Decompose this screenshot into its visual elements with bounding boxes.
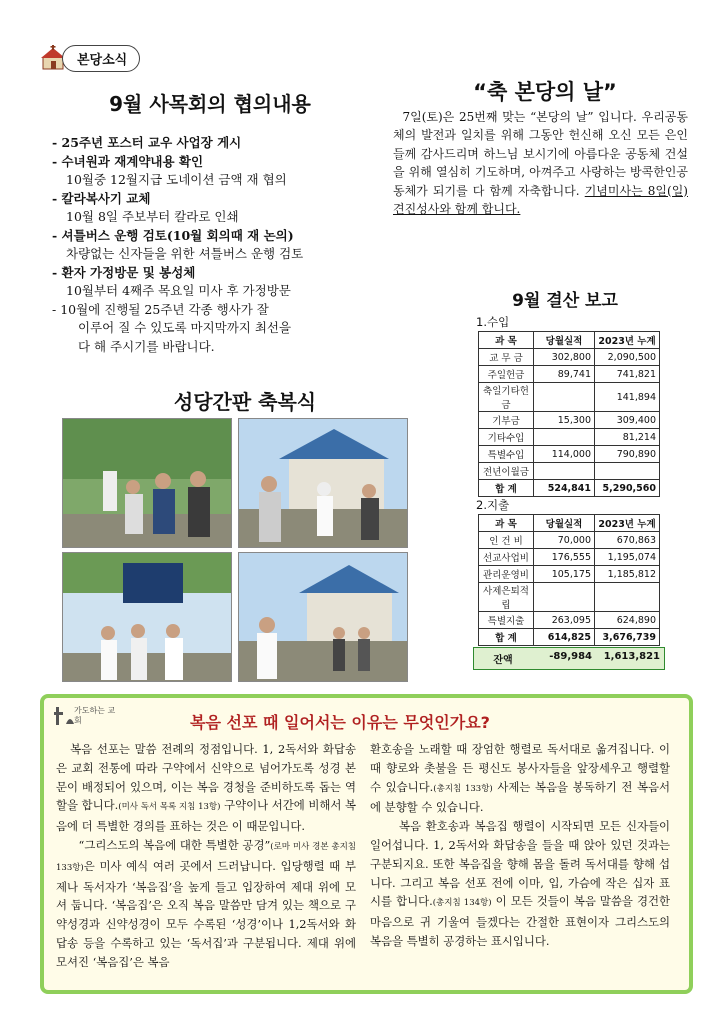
table-cell: 인 건 비 <box>479 532 534 549</box>
gospel-right-p1: 환호송을 노래할 때 장엄한 행렬로 독서대로 옮겨집니다. 이때 향로와 촛불을 든 평신도 봉사자들을 앞장세우고 행렬할 수 있습니다. <box>370 742 670 794</box>
table-header: 2023년 누계 <box>595 332 660 349</box>
table-cell <box>534 463 595 480</box>
table-row <box>479 463 660 480</box>
table-row <box>479 366 660 383</box>
table-cell <box>534 429 595 446</box>
blessing-photo-4 <box>238 552 408 682</box>
blessing-photo-2 <box>238 418 408 548</box>
table-cell: 특별지출 <box>479 612 534 629</box>
table-row <box>479 532 660 549</box>
logo-text: 가도하는 교회 <box>74 706 116 725</box>
table-cell: 전년이월금 <box>479 463 534 480</box>
feast-body <box>393 108 688 218</box>
table-cell: 1,185,812 <box>595 566 660 583</box>
table-cell: 81,214 <box>595 429 660 446</box>
table-row <box>479 383 660 412</box>
table-row <box>479 480 660 497</box>
meeting-item: 10월부터 4째주 목요일 미사 후 가정방문 <box>66 283 291 298</box>
table-cell: 5,290,560 <box>595 480 660 497</box>
meeting-item: 다 해 주시기를 바랍니다. <box>78 338 215 354</box>
table-row <box>479 549 660 566</box>
table-cell: 합 계 <box>479 629 534 646</box>
table-header: 과 목 <box>479 332 534 349</box>
section-tag <box>40 44 140 72</box>
table-header: 당월실적 <box>534 515 595 532</box>
table-cell: 263,095 <box>534 612 595 629</box>
meeting-item: 10월중 12월지급 도네이션 금액 재 협의 <box>66 172 287 187</box>
balance-total: 1,613,821 <box>603 651 660 662</box>
gospel-left-p1: 복음 선포는 말씀 전례의 정점입니다. 1, 2독서와 화답송은 교회 전통에 따라 구약에서 신약으로 넘어가도록 성경 본문이 배정되어 있으며, 이는 복음 경청을 준비하도록 돕는 역할을 합니다. <box>56 742 356 813</box>
meeting-item: 이루어 질 수 있도록 마지막까지 최선을 <box>78 320 292 335</box>
meeting-item: - 셔틀버스 운행 검토(10월 회의때 재 논의) <box>52 227 294 243</box>
gospel-right-column <box>370 740 670 951</box>
table-cell: 524,841 <box>534 480 595 497</box>
table-cell: 70,000 <box>534 532 595 549</box>
meeting-item: - 25주년 포스터 교우 사업장 게시 <box>52 135 242 150</box>
balance-month: -89,984 <box>549 651 592 662</box>
table-cell: 기부금 <box>479 412 534 429</box>
blessing-photo-3 <box>62 552 232 682</box>
meeting-item: - 칼라복사기 교체 <box>52 190 151 206</box>
gospel-right-p2: 복음 환호송과 복음집 행렬이 시작되면 모든 신자들이 일어섭니다. 1, 2독서와 화답송을 들을 때 앉아 있던 것과는 구분되지요. 또한 복음집을 향해 몸을 돌려 독서대를 향해 섭니다. 그리고 복음 선포 전에 이마, 입, 가슴에 작은 십자 표시를 합니다. <box>370 819 670 909</box>
table-cell: 관리운영비 <box>479 566 534 583</box>
balance-row <box>473 647 665 670</box>
gospel-left-column <box>56 740 356 972</box>
income-table <box>478 331 660 497</box>
gospel-left-p1b: 구약이나 서간에 비해서 복음에 더 특별한 경의를 표하는 것은 이 때문입니다. <box>56 798 356 834</box>
table-cell: 624,890 <box>595 612 660 629</box>
section-tag-label: 본당소식 <box>62 45 140 72</box>
gospel-right-note2: (총지침 134항) <box>432 898 492 909</box>
gospel-right-p2b: 이 모든 것들이 복음 말씀을 경건한 마음으로 귀 기울여 들겠다는 간절한 표현이자 그리스도의 복음을 특별히 공경하는 표시입니다. <box>370 894 670 948</box>
table-cell: 3,676,739 <box>595 629 660 646</box>
table-cell: 309,400 <box>595 412 660 429</box>
meeting-item: 10월 8일 주보부터 칼라로 인쇄 <box>66 209 239 224</box>
table-cell: 선교사업비 <box>479 549 534 566</box>
expense-table <box>478 514 660 646</box>
table-cell <box>595 583 660 612</box>
table-row <box>479 412 660 429</box>
blessing-photo-1 <box>62 418 232 548</box>
table-row <box>479 429 660 446</box>
table-cell: 교 무 금 <box>479 349 534 366</box>
table-cell: 15,300 <box>534 412 595 429</box>
table-header: 당월실적 <box>534 332 595 349</box>
gospel-right-note1: (총지침 133항) <box>433 783 493 794</box>
table-cell <box>534 383 595 412</box>
balance-label: 잔액 <box>493 655 513 666</box>
praying-church-logo <box>54 704 114 734</box>
expense-label: 2.지출 <box>476 498 510 512</box>
report-title: 9월 결산 보고 <box>512 291 618 311</box>
gospel-title: 복음 선포 때 일어서는 이유는 무엇인가요? <box>190 713 490 732</box>
blessing-title: 성당간판 축복식 <box>173 390 317 414</box>
table-cell: 1,195,074 <box>595 549 660 566</box>
table-cell: 114,000 <box>534 446 595 463</box>
meeting-item: - 10월에 진행될 25주년 각종 행사가 잘 <box>52 301 269 317</box>
table-cell: 축일기타헌금 <box>479 383 534 412</box>
table-cell: 670,863 <box>595 532 660 549</box>
table-row <box>479 566 660 583</box>
gospel-left-quote: “그리스도의 복음에 대한 특별한 공경” <box>78 837 271 852</box>
gospel-left-note2: (로마 미사 경본 총지침 133항) <box>56 841 357 873</box>
table-header: 2023년 누계 <box>595 515 660 532</box>
meeting-item: 차량없는 신자들을 위한 셔틀버스 운행 검토 <box>66 246 304 261</box>
feast-title: “축 본당의 날” <box>473 80 617 104</box>
meeting-item: - 수녀원과 재계약내용 확인 <box>52 153 204 169</box>
table-header: 과 목 <box>479 515 534 532</box>
income-label: 1.수입 <box>476 315 510 329</box>
feast-text: 7일(토)은 25번째 맞는 “본당의 날” 입니다. 우리공동체의 발전과 일치를 위해 그동안 헌신해 오신 모든 은인들께 감사드리며 하느님 보시기에 아름다운 공동체 건설을 위해 열심히 기도하며, 아껴주고 사랑하는 방콕한인공동체가 되기를 다 함께 자축합니다. <box>393 110 688 198</box>
table-cell: 사제은퇴적립 <box>479 583 534 612</box>
table-cell: 105,175 <box>534 566 595 583</box>
table-cell: 614,825 <box>534 629 595 646</box>
table-cell: 2,090,500 <box>595 349 660 366</box>
feast-mass-note: 기념미사는 8일(일) 견진성사와 함께 합니다. <box>393 183 688 217</box>
table-cell: 89,741 <box>534 366 595 383</box>
table-cell: 302,800 <box>534 349 595 366</box>
meeting-title: 9월 사목회의 협의내용 <box>109 92 311 116</box>
gospel-left-p2: 은 미사 예식 여러 곳에서 드러납니다. 입당행렬 때 부제나 독서자가 ‘복음집’을 높게 들고 입장하여 제대 위에 모셔 둡니다. ‘복음집’은 오직 복음 말씀만 담겨 있는 책으로 구약성경과 신약성경이 모두 수록된 ‘성경’이나 1,2독서와 화답송 등을 수록하고 있는 ‘독서집’과 구분됩니다. 제대 위에 모셔진 ‘복음집’은 복음 <box>56 858 356 969</box>
meeting-list <box>52 134 372 356</box>
table-cell: 주일헌금 <box>479 366 534 383</box>
gospel-left-note1: (미사 독서 목록 지침 13항) <box>118 802 221 813</box>
table-cell: 176,555 <box>534 549 595 566</box>
table-row <box>479 629 660 646</box>
table-row <box>479 583 660 612</box>
table-cell <box>595 463 660 480</box>
table-cell: 790,890 <box>595 446 660 463</box>
table-cell: 합 계 <box>479 480 534 497</box>
table-cell: 141,894 <box>595 383 660 412</box>
gospel-right-p1b: 사제는 복음을 봉독하기 전 복음서에 분향할 수 있습니다. <box>370 779 671 815</box>
table-row <box>479 349 660 366</box>
meeting-item: - 환자 가정방문 및 봉성체 <box>52 264 196 280</box>
table-cell: 741,821 <box>595 366 660 383</box>
table-row <box>479 612 660 629</box>
table-cell: 기타수입 <box>479 429 534 446</box>
table-row <box>479 446 660 463</box>
table-cell: 특별수입 <box>479 446 534 463</box>
table-cell <box>534 583 595 612</box>
